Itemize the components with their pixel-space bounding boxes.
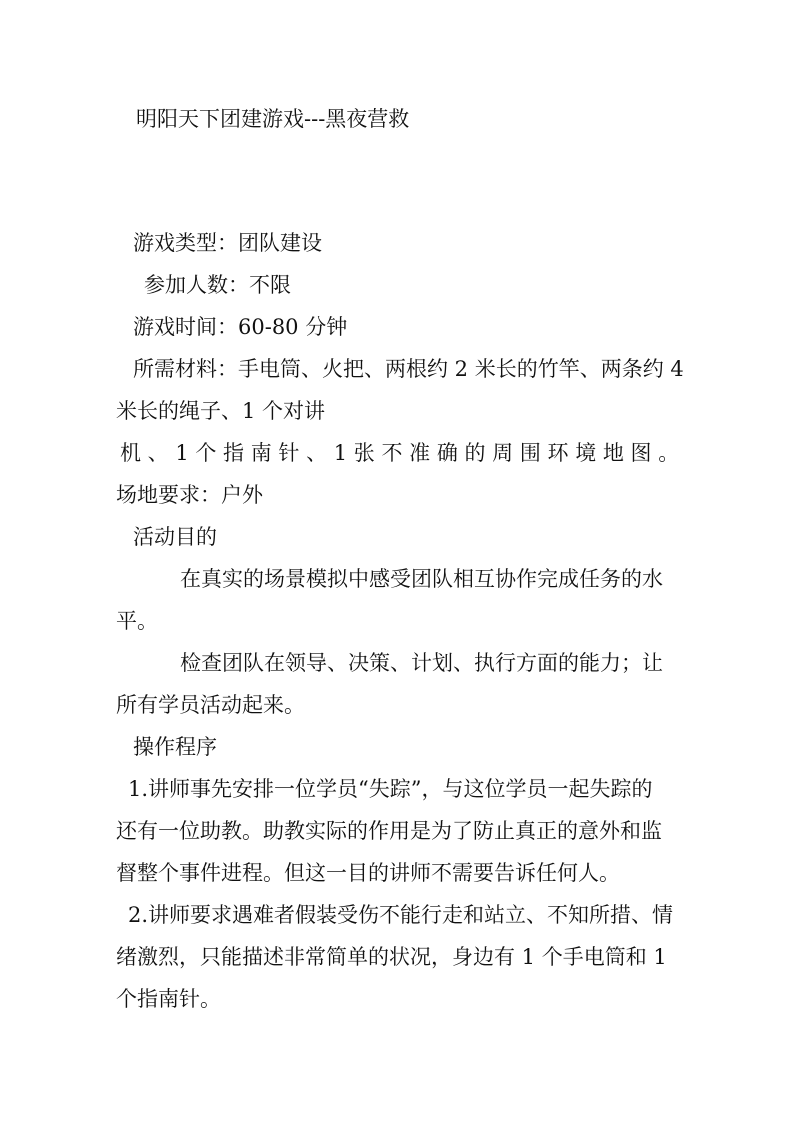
venue-line: 场地要求：户外: [116, 483, 263, 507]
purpose-paragraph-1-line-1: 在真实的场景模拟中感受团队相互协作完成任务的水: [180, 567, 663, 591]
purpose-paragraph-2-line-2: 所有学员活动起来。: [116, 693, 305, 717]
materials-line-3: 机 、 1 个 指 南 针 、 1 张 不 准 确 的 周 围 环 境 地 图 。: [120, 441, 680, 465]
materials-line-1: 所需材料：手电筒、火把、两根约 2 米长的竹竿、两条约 4: [133, 357, 684, 381]
document-title: 明阳天下团建游戏---黑夜营救: [136, 107, 410, 131]
participants-line: 参加人数：不限: [144, 273, 291, 297]
materials-line-2: 米长的绳子、1 个对讲: [116, 399, 326, 423]
step-1-line-3: 督整个事件进程。但这一目的讲师不需要告诉任何人。: [116, 861, 620, 885]
purpose-heading: 活动目的: [133, 525, 217, 549]
step-1-line-2: 还有一位助教。助教实际的作用是为了防止真正的意外和监: [116, 819, 662, 843]
purpose-paragraph-2-line-1: 检查团队在领导、决策、计划、执行方面的能力；让: [180, 651, 663, 675]
procedure-heading: 操作程序: [133, 735, 217, 759]
step-2-line-2: 绪激烈，只能描述非常简单的状况，身边有 1 个手电筒和 1: [116, 945, 667, 969]
step-1-line-1: 1.讲师事先安排一位学员“失踪”，与这位学员一起失踪的: [128, 777, 653, 801]
game-type-line: 游戏类型：团队建设: [133, 231, 322, 255]
step-2-line-3: 个指南针。: [116, 987, 221, 1011]
duration-line: 游戏时间：60-80 分钟: [133, 315, 348, 339]
step-2-line-1: 2.讲师要求遇难者假装受伤不能行走和站立、不知所措、情: [128, 903, 674, 927]
purpose-paragraph-1-line-2: 平。: [116, 609, 158, 633]
